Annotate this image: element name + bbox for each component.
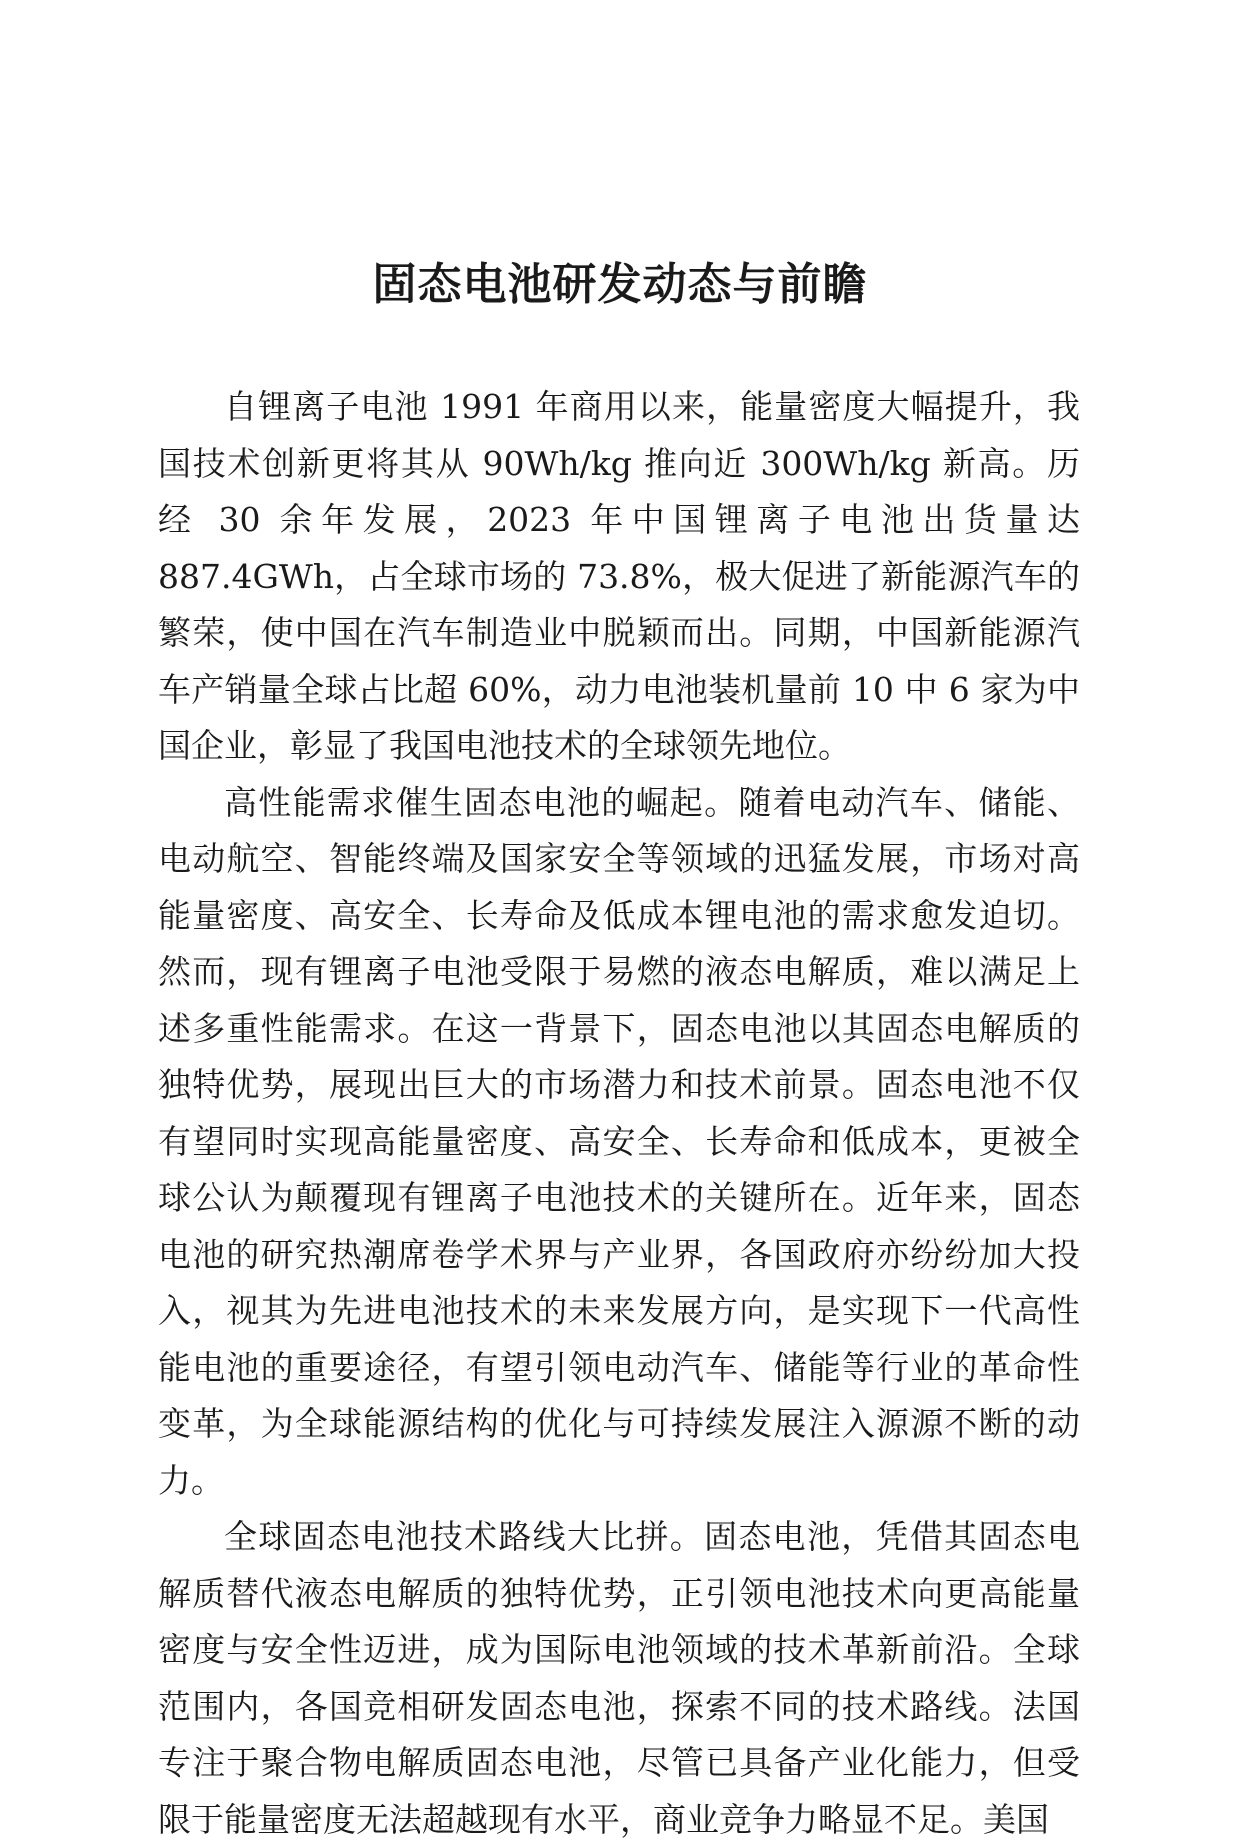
paragraph-2: 高性能需求催生固态电池的崛起。随着电动汽车、储能、电动航空、智能终端及国家安全等领域的迅猛发展，市场对高能量密度、高安全、长寿命及低成本锂电池的需求愈发迫切。然而，现有锂离子电池受限于易燃的液态电解质，难以满足上述多重性能需求。在这一背景下，固态电池以其固态电解质的独特优势，展现出巨大的市场潜力和技术前景。固态电池不仅有望同时实现高能量密度、高安全、长寿命和低成本，更被全球公认为颠覆现有锂离子电池技术的关键所在。近年来，固态电池的研究热潮席卷学术界与产业界，各国政府亦纷纷加大投入，视其为先进电池技术的未来发展方向，是实现下一代高性能电池的重要途径，有望引领电动汽车、储能等行业的革命性变革，为全球能源结构的优化与可持续发展注入源源不断的动力。 [158, 782, 1080, 1500]
paragraph-3: 全球固态电池技术路线大比拼。固态电池，凭借其固态电解质替代液态电解质的独特优势，正引领电池技术向更高能量密度与安全性迈进，成为国际电池领域的技术革新前沿。全球范围内，各国竞相研发固态电池，探索不同的技术路线。法国专注于聚合物电解质固态电池，尽管已具备产业化能力，但受限于能量密度无法超越现有水平，商业竞争力略显不足。美国 [158, 1517, 1080, 1839]
document-title: 固态电池研发动态与前瞻 [372, 259, 868, 310]
paragraph-1: 自锂离子电池 1991 年商用以来，能量密度大幅提升，我国技术创新更将其从 90Wh/kg 推向近 300Wh/kg 新高。历经 30 余年发展，2023 年中国锂离子电池出货量达 887.4GWh，占全球市场的 73.8%，极大促进了新能源汽车的繁荣，使中国在汽车制造业中脱颖而出。同期，中国新能源汽车产销量全球占比超 60%，动力电池装机量前 10 中 6 家为中国企业，彰显了我国电池技术的全球领先地位。 [158, 387, 1080, 765]
document-body [158, 379, 1080, 1848]
